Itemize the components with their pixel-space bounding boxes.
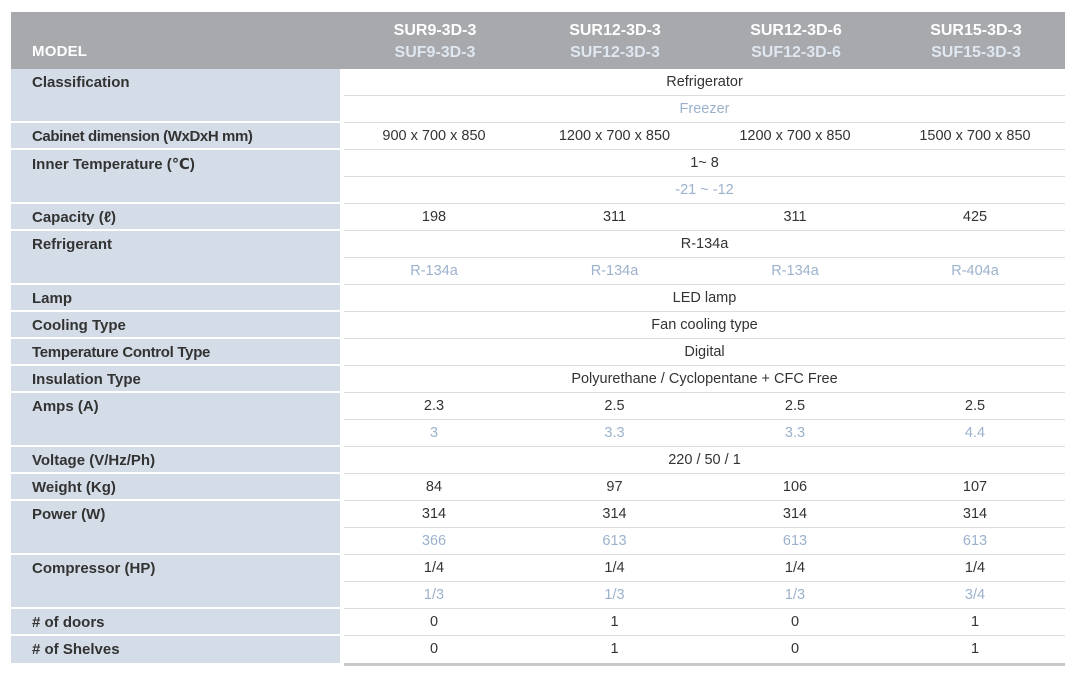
spec-table [11, 12, 1065, 663]
table-cell: 0 [429, 641, 439, 657]
table-cell: 1200 x 700 x 850 [558, 128, 671, 144]
table-cell: 314 [602, 506, 627, 522]
row-label: Insulation Type [11, 366, 340, 393]
refrigerator-model: SUR12-3D-6 [750, 22, 842, 39]
table-cell: 613 [962, 533, 988, 549]
table-cell: 1200 x 700 x 850 [739, 128, 851, 144]
freezer-model: SUF9-3D-3 [394, 44, 476, 61]
row-label: Voltage (V/Hz/Ph) [11, 447, 340, 474]
table-cell: 0 [790, 641, 800, 657]
row-label: Cooling Type [11, 312, 340, 339]
table-cell: 0 [429, 614, 439, 630]
row-label: Temperature Control Type [11, 339, 340, 366]
table-cell: 2.5 [604, 398, 625, 414]
row-label: Lamp [11, 285, 340, 312]
model-header-label: MODEL [32, 43, 88, 60]
row-label: Inner Temperature (℃) [11, 150, 340, 204]
table-cell: 4.4 [964, 425, 986, 441]
table-cell: 1 [970, 614, 980, 630]
row-lamp [11, 285, 1065, 312]
row-classification [11, 69, 1065, 123]
row-label: # of Shelves [11, 636, 340, 663]
value-freezer: -21 ~ -12 [675, 182, 734, 198]
row-insulation-type [11, 366, 1065, 393]
row-label: # of doors [11, 609, 340, 636]
table-cell: 1/4 [784, 560, 806, 576]
table-cell: Polyurethane / Cyclopentane + CFC Free [571, 371, 838, 387]
row-label: Capacity (ℓ) [11, 204, 340, 231]
model-column-1 [345, 20, 525, 64]
row-shelves [11, 636, 1065, 663]
table-cell: 1/3 [604, 587, 625, 603]
refrigerator-model: SUR12-3D-3 [569, 22, 661, 39]
value-refrigerator: 1~ 8 [690, 155, 719, 171]
row-power [11, 501, 1065, 555]
row-weight [11, 474, 1065, 501]
table-cell: 314 [962, 506, 988, 522]
row-compressor [11, 555, 1065, 609]
table-cell: 1/4 [964, 560, 986, 576]
table-cell: 106 [782, 479, 808, 495]
table-cell: Fan cooling type [651, 317, 758, 333]
model-column-4 [886, 20, 1066, 64]
table-cell: 2.5 [784, 398, 806, 414]
table-cell: 1500 x 700 x 850 [919, 128, 1031, 144]
freezer-model: SUF12-3D-6 [751, 44, 841, 61]
row-voltage [11, 447, 1065, 474]
row-cabinet-dimension [11, 123, 1065, 150]
table-cell: 366 [421, 533, 447, 549]
table-cell: 2.5 [964, 398, 986, 414]
row-label: Cabinet dimension (WxDxH mm) [11, 123, 340, 150]
table-cell: 311 [602, 209, 627, 225]
table-cell: 1/3 [784, 587, 806, 603]
table-cell: 0 [790, 614, 800, 630]
table-cell: 311 [783, 209, 807, 225]
table-cell: LED lamp [672, 290, 737, 306]
table-cell: 3.3 [604, 425, 625, 441]
table-bottom-border [344, 663, 1065, 666]
table-cell: 84 [425, 479, 443, 495]
table-cell: 1/4 [423, 560, 445, 576]
row-doors [11, 609, 1065, 636]
table-cell: 1 [610, 641, 619, 657]
row-label: Classification [11, 69, 340, 123]
table-cell: Digital [684, 344, 725, 360]
value-refrigerator: R-134a [680, 236, 729, 252]
table-cell: 1/3 [423, 587, 445, 603]
row-cooling-type [11, 312, 1065, 339]
table-cell: 425 [962, 209, 988, 225]
table-cell: R-134a [590, 263, 639, 279]
table-cell: 220 / 50 / 1 [668, 452, 741, 468]
row-label: Amps (A) [11, 393, 340, 447]
row-label: Weight (Kg) [11, 474, 340, 501]
table-cell: 613 [782, 533, 808, 549]
table-cell: 1 [970, 641, 980, 657]
table-cell: 613 [602, 533, 627, 549]
freezer-model: SUF12-3D-3 [570, 44, 660, 61]
refrigerator-model: SUR15-3D-3 [930, 22, 1022, 39]
refrigerator-model: SUR9-3D-3 [393, 22, 477, 39]
table-cell: 3.3 [784, 425, 806, 441]
row-label: Power (W) [11, 501, 340, 555]
row-capacity [11, 204, 1065, 231]
row-amps [11, 393, 1065, 447]
table-cell: 97 [606, 479, 623, 495]
model-column-3 [706, 20, 886, 64]
table-cell: 2.3 [423, 398, 445, 414]
freezer-model: SUF15-3D-3 [931, 44, 1021, 61]
model-column-2 [525, 20, 705, 64]
table-cell: 198 [421, 209, 447, 225]
table-cell: R-134a [410, 263, 458, 279]
table-cell: 314 [421, 506, 447, 522]
row-label: Compressor (HP) [11, 555, 340, 609]
table-cell: R-404a [951, 263, 999, 279]
table-cell: 3 [429, 425, 439, 441]
row-inner-temperature [11, 150, 1065, 204]
row-temperature-control [11, 339, 1065, 366]
row-label: Refrigerant [11, 231, 340, 285]
table-cell: 314 [782, 506, 808, 522]
value-refrigerator: Refrigerator [666, 74, 743, 90]
table-cell: 1 [610, 614, 619, 630]
table-header [11, 12, 1065, 69]
table-cell: R-134a [771, 263, 819, 279]
table-cell: 1/4 [604, 560, 625, 576]
row-refrigerant [11, 231, 1065, 285]
table-cell: 3/4 [964, 587, 986, 603]
table-cell: 107 [962, 479, 988, 495]
table-cell: 900 x 700 x 850 [382, 128, 486, 144]
value-freezer: Freezer [679, 101, 730, 117]
